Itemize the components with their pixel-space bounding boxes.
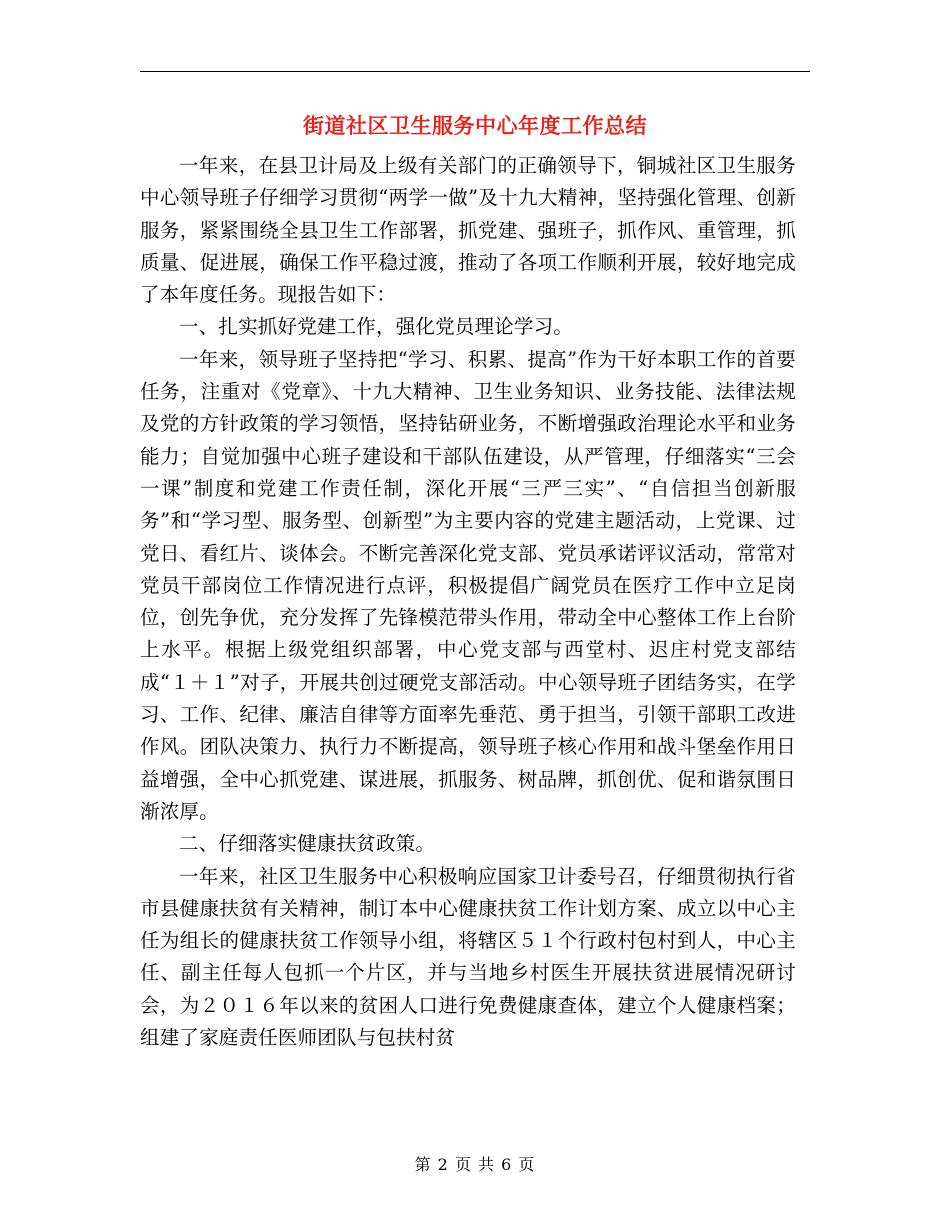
section-heading-health-poverty: 二、仔细落实健康扶贫政策。 (179, 832, 436, 856)
document-title: 街道社区卫生服务中心年度工作总结 (303, 113, 647, 138)
paragraph-intro: 一年来，在县卫计局及上级有关部门的正确领导下，铜城社区卫生服务中心领导班子仔细学习贯彻“两学一做”及十九大精神，坚持强化管理、创新服务，紧紧围绕全县卫生工作部署，抓党建、强班子，抓作风、重管理，抓质量、促进展，确保工作平稳过渡，推动了各项工作顺利开展，较好地完成了本年度任务。现报告如下： (140, 154, 796, 307)
page-number: 第 2 页 共 6 页 (414, 1155, 536, 1174)
paragraph-party-building: 一年来，领导班子坚持把“学习、积累、提高”作为干好本职工作的首要任务，注重对《党章》、十九大精神、卫生业务知识、业务技能、法律法规及党的方针政策的学习领悟，坚持钻研业务，不断增强政治理论水平和业务能力；自觉加强中心班子建设和干部队伍建设，从严管理，仔细落实“三会一课”制度和党建工作责任制，深化开展“三严三实”、“自信担当创新服务”和“学习型、服务型、创新型”为主要内容的党建主题活动，上党课、过党日、看红片、谈体会。不断完善深化党支部、党员承诺评议活动，常常对党员干部岗位工作情况进行点评，积极提倡广阔党员在医疗工作中立足岗位，创先争优，充分发挥了先锋模范带头作用，带动全中心整体工作上台阶上水平。根据上级党组织部署，中心党支部与西堂村、迟庄村党支部结成“１＋１”对子，开展共创过硬党支部活动。中心领导班子团结务实，在学习、工作、纪律、廉洁自律等方面率先垂范、勇于担当，引领干部职工改进作风。团队决策力、执行力不断提高，领导班子核心作用和战斗堡垒作用日益增强，全中心抓党建、谋进展，抓服务、树品牌，抓创优、促和谐氛围日渐浓厚。 (140, 347, 796, 823)
paragraph-health-poverty: 一年来，社区卫生服务中心积极响应国家卫计委号召，仔细贯彻执行省市县健康扶贫有关精神，制订本中心健康扶贫工作计划方案、成立以中心主任为组长的健康扶贫工作领导小组，将辖区５１个行政村包村到人，中心主任、副主任每人包抓一个片区，并与当地乡村医生开展扶贫进展情况研讨会，为２０１６年以来的贫困人口进行免费健康查体，建立个人健康档案；组建了家庭责任医师团队与包扶村贫 (140, 864, 796, 1050)
document-body (140, 150, 796, 1054)
section-heading-party-building: 一、扎实抓好党建工作，强化党员理论学习。 (179, 315, 574, 339)
header-rule (140, 71, 810, 72)
